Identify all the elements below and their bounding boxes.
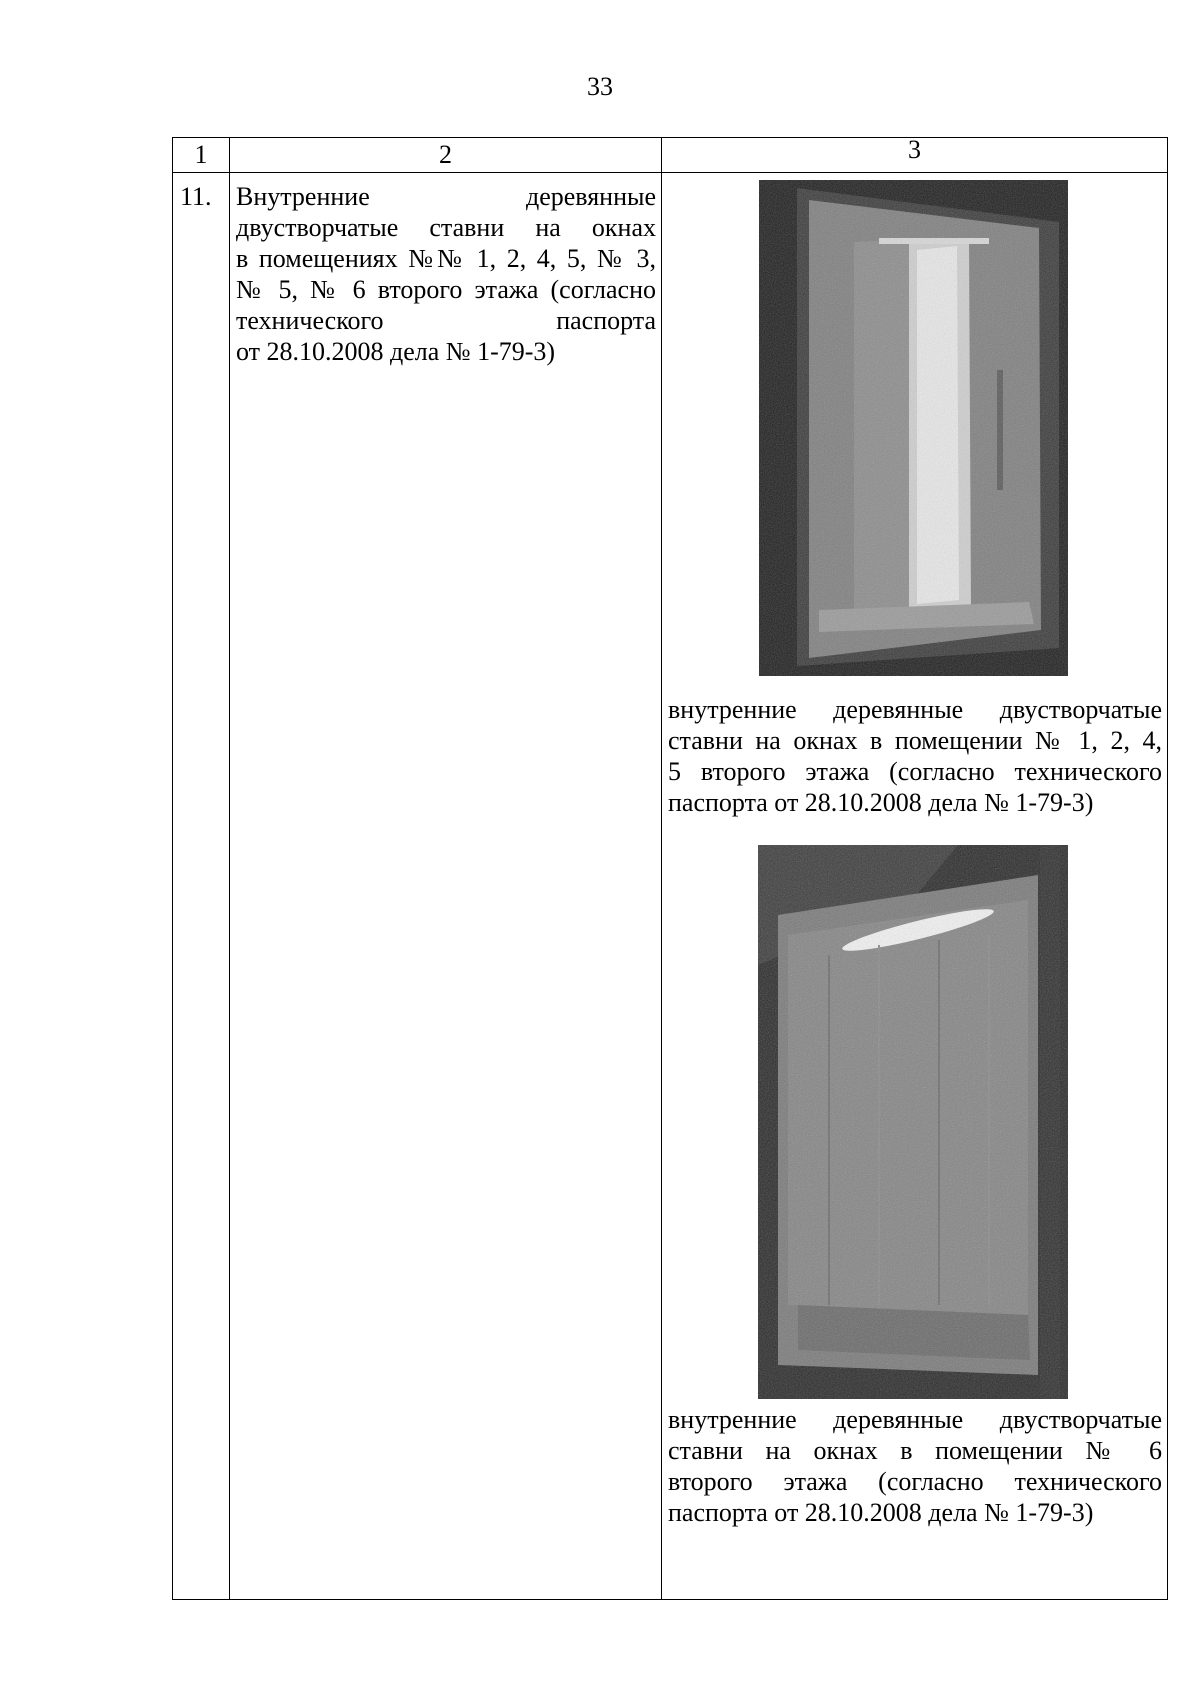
window-shutter-photo: [759, 180, 1068, 676]
description-line: Внутренние деревянные: [236, 182, 656, 211]
description-line: от 28.10.2008 дела № 1-79-3): [236, 337, 556, 366]
caption-line: внутренние деревянные двустворчатые: [668, 695, 1162, 724]
description-line: № 5, № 6 второго этажа (согласно: [236, 275, 656, 304]
caption-line: 5 второго этажа (согласно технического: [668, 757, 1162, 786]
table-header-col-1: 1: [194, 140, 208, 169]
page-number: 33: [587, 72, 613, 101]
caption-line: второго этажа (согласно технического: [668, 1467, 1162, 1496]
caption-line: ставни на окнах в помещении № 6: [668, 1436, 1162, 1465]
description-line: в помещениях №№ 1, 2, 4, 5, № 3,: [236, 244, 656, 273]
row-number: 11.: [180, 182, 212, 211]
table-header-col-2: 2: [439, 140, 452, 169]
description-line: двустворчатые ставни на окнах: [236, 213, 656, 242]
photo-caption: [668, 694, 1162, 818]
row-description: [236, 181, 656, 367]
description-line: технического паспорта: [236, 306, 656, 335]
table-header-col-3: 3: [908, 135, 921, 164]
caption-line: паспорта от 28.10.2008 дела № 1-79-3): [668, 1498, 1094, 1527]
caption-line: внутренние деревянные двустворчатые: [668, 1405, 1162, 1434]
closed-shutter-photo: [758, 845, 1068, 1399]
caption-line: паспорта от 28.10.2008 дела № 1-79-3): [668, 788, 1094, 817]
photo-caption: [668, 1404, 1162, 1528]
caption-line: ставни на окнах в помещении № 1, 2, 4,: [668, 726, 1162, 755]
